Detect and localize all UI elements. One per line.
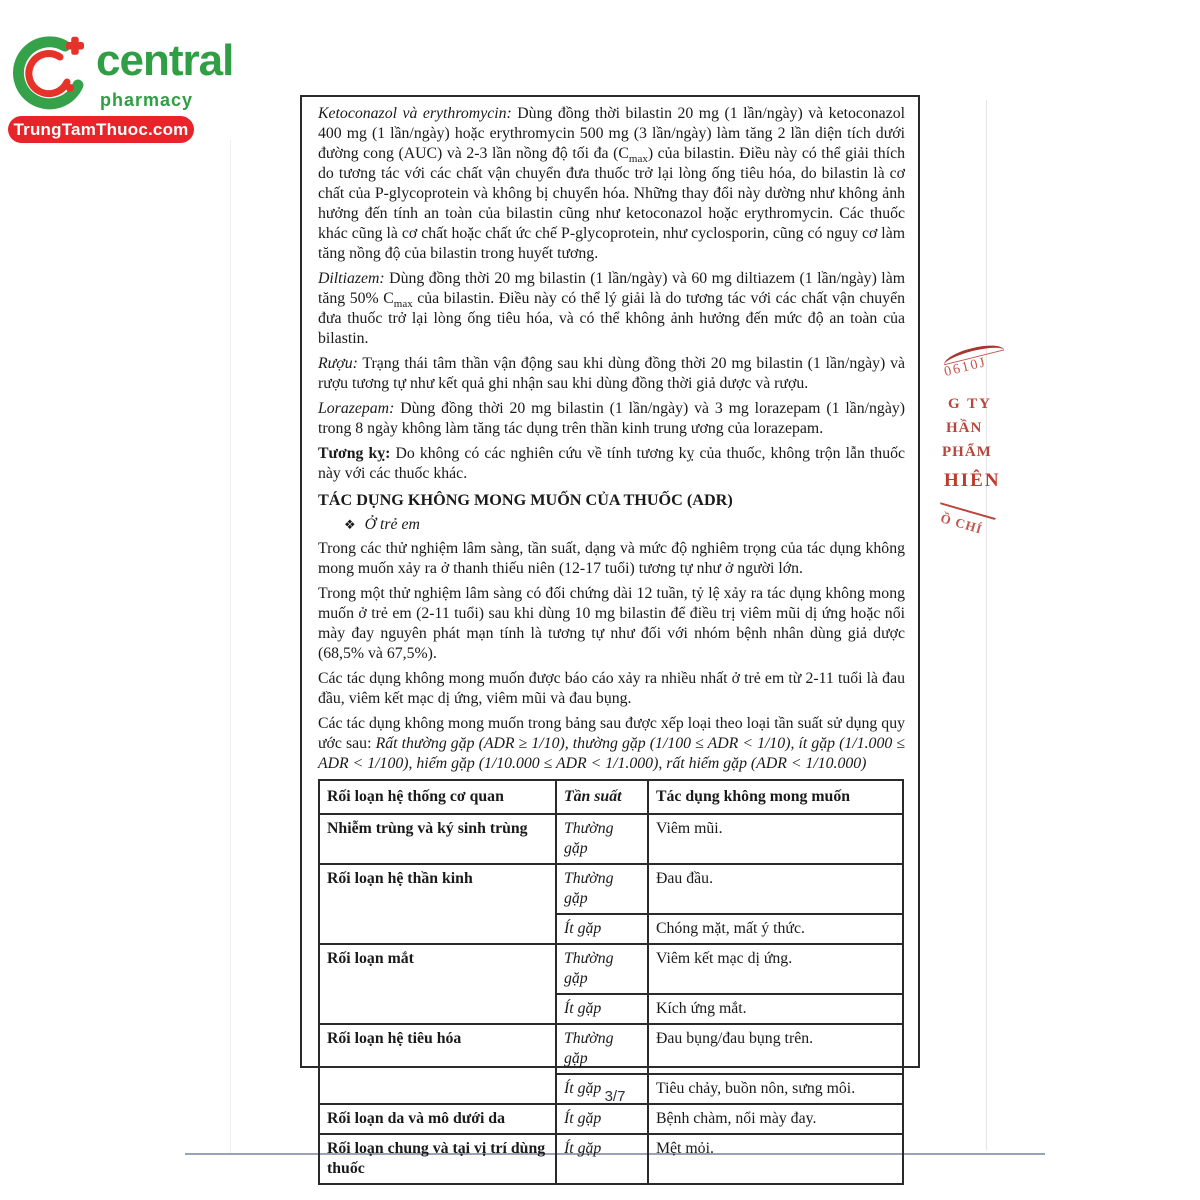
paragraph-ketoconazol: Ketoconazol và erythromycin: Dùng đồng thời bilastin 20 mg (1 lần/ngày) và ketoconazol 400 mg (1 lần/ngày) hoặc erythromycin 500 mg (3 lần/ngày) làm tăng 2 lần diện tích dưới đường cong (AUC) và 2-3 lần nồng độ tối đa $(C_{max})$ của bilastin. Điều này có thể giải thích do tương tác với các chất vận chuyển đưa thuốc trở lại lòng ống tiêu hóa, do bilastin là cơ chất của P-glycoprotein và không bị chuyển hóa. Những thay đổi này dường như không ảnh hưởng đến tính an toàn của bilastin cũng như ketoconazol hoặc erythromycin. Các thuốc khác cũng là cơ chất hoặc chất ức chế P-glycoprotein, như cyclosporin, cũng có nguy cơ làm tăng nồng độ của bilastin trong huyết tương. <box>318 105 906 262</box>
paragraph-adolescents: Trong các thử nghiệm lâm sàng, tần suất, dạng và mức độ nghiêm trọng của tác dụng không mong muốn xảy ra ở thanh thiếu niên (12-17 tuổi) tương tự như ở người lớn. <box>318 540 905 577</box>
frequency-cell: Ít gặp <box>556 994 648 1024</box>
header-frequency: Tần suất <box>556 780 648 814</box>
table-row <box>319 1134 903 1184</box>
paragraph-alcohol: Rượu: Trạng thái tâm thần vận động sau khi dùng đồng thời 20 mg bilastin (1 lần/ngày) và rượu tương tự như kết quả ghi nhận sau khi dùng đồng thời giả dược và rượu. <box>318 355 905 392</box>
paragraph-most-common: Các tác dụng không mong muốn được báo cáo xảy ra nhiều nhất ở trẻ em từ 2-11 tuổi là đau đầu, viêm kết mạc dị ứng, viêm mũi và đau bụng. <box>318 670 905 707</box>
paragraph-frequency-convention: Các tác dụng không mong muốn trong bảng sau được xếp loại theo loại tần suất sử dụng quy ước sau: Rất thường gặp (ADR ≥ 1/10), thường gặp (1/100 ≤ ADR < 1/10), ít gặp (1/1.000 ≤ ADR < 1/100), hiếm gặp (1/10.000 ≤ ADR < 1/1.000), rất hiếm gặp (ADR < 1/10.000) <box>318 715 905 772</box>
paragraph-lorazepam: Lorazepam: Dùng đồng thời 20 mg bilastin (1 lần/ngày) và 3 mg lorazepam (1 lần/ngày) trong 8 ngày không làm tăng tác dụng trên thần kinh trung ương của lorazepam. <box>318 400 905 437</box>
frequency-cell: Thường gặp <box>556 1024 648 1074</box>
paragraph-incompatibility: Tương kỵ: Do không có các nghiên cứu về tính tương kỵ của thuốc, không trộn lẫn thuốc này với các thuốc khác. <box>318 445 905 482</box>
effect-cell: Đau đầu. <box>648 864 903 914</box>
stamp-text-line: G TY <box>948 396 992 412</box>
frequency-cell: Ít gặp <box>556 1104 648 1134</box>
organ-cell: Rối loạn chung và tại vị trí dùng thuốc <box>319 1134 556 1184</box>
stamp-text-line: Ồ CHÍ <box>938 510 985 537</box>
logo-badge: TrungTamThuoc.com <box>8 116 194 143</box>
effect-cell: Bệnh chàm, nổi mày đay. <box>648 1104 903 1134</box>
table-row <box>319 1024 903 1074</box>
organ-cell: Rối loạn da và mô dưới da <box>319 1104 556 1134</box>
stamp-text-line: PHẨM <box>942 444 992 460</box>
drug-name-lead: Lorazepam: <box>318 400 395 417</box>
diamond-bullet-icon: ❖ <box>344 517 356 532</box>
cmax-subscript: max <box>393 298 413 311</box>
organ-cell: Rối loạn hệ tiêu hóa <box>319 1024 556 1104</box>
adr-section-heading: TÁC DỤNG KHÔNG MONG MUỐN CỦA THUỐC (ADR) <box>318 491 733 509</box>
frequency-cell: Ít gặp <box>556 914 648 944</box>
drug-name-lead: Diltiazem: <box>318 270 385 287</box>
drug-name-lead: Rượu: <box>318 355 358 372</box>
effect-cell: Chóng mặt, mất ý thức. <box>648 914 903 944</box>
frequency-cell: Thường gặp <box>556 814 648 864</box>
stamp-number: 0610J <box>942 354 989 381</box>
effect-cell: Kích ứng mắt. <box>648 994 903 1024</box>
incompatibility-lead: Tương kỵ: <box>318 445 391 462</box>
scan-left-edge <box>230 140 231 1153</box>
drug-name-lead: Ketoconazol và erythromycin: <box>318 105 512 122</box>
organ-cell: Rối loạn hệ thần kinh <box>319 864 556 944</box>
header-organ-system: Rối loạn hệ thống cơ quan <box>319 780 556 814</box>
effect-cell: Viêm mũi. <box>648 814 903 864</box>
header-adverse-effect: Tác dụng không mong muốn <box>648 780 903 814</box>
paragraph-diltiazem: Diltiazem: Dùng đồng thời 20 mg bilastin (1 lần/ngày) và 60 mg diltiazem (1 lần/ngày) làm tăng 50% $C_{max}$ của bilastin. Điều này có thể lý giải là do tương tác với các chất vận chuyển đưa thuốc trở lại lòng ống tiêu hóa, và có thể không ảnh hưởng đến mức độ an toàn của bilastin. <box>318 270 905 347</box>
page-number: 3/7 <box>604 1088 626 1105</box>
children-subsection: ❖ Ở trẻ em <box>344 516 420 533</box>
frequency-cell: Thường gặp <box>556 944 648 994</box>
pharmacy-logo <box>8 28 238 148</box>
frequency-cell: Thường gặp <box>556 864 648 914</box>
logo-sub-text: pharmacy <box>100 90 194 110</box>
frequency-cell: Ít gặp <box>556 1074 648 1104</box>
table-row <box>319 814 903 864</box>
adr-table <box>318 779 904 1185</box>
table-row <box>319 944 903 994</box>
stamp-text-line: HIÊN <box>944 470 1001 491</box>
effect-cell: Viêm kết mạc dị ứng. <box>648 944 903 994</box>
table-row <box>319 1104 903 1134</box>
effect-cell: Đau bụng/đau bụng trên. <box>648 1024 903 1074</box>
organ-cell: Nhiễm trùng và ký sinh trùng <box>319 814 556 864</box>
logo-brand-text: central <box>96 36 234 85</box>
stamp-text-line: HẦN <box>946 420 983 436</box>
paragraph-children-trial: Trong một thử nghiệm lâm sàng có đối chứng dài 12 tuần, tỷ lệ xảy ra tác dụng không mong muốn ở trẻ em (2-11 tuổi) sau khi dùng 10 mg bilastin để điều trị viêm mũi dị ứng hoặc nổi mày đay nguyên phát mạn tính là tương tự như đối với nhóm bệnh nhân dùng giả dược (68,5% và 67,5%). <box>318 585 905 662</box>
organ-cell: Rối loạn mắt <box>319 944 556 1024</box>
red-stamp <box>930 338 1020 537</box>
table-row <box>319 864 903 914</box>
page-fold-line <box>986 100 987 1150</box>
table-header-row <box>319 780 903 814</box>
pharmacy-logo-icon <box>10 30 94 116</box>
cmax-subscript: max <box>628 153 648 166</box>
frequency-cell: Ít gặp <box>556 1134 648 1184</box>
effect-cell: Mệt mỏi. <box>648 1134 903 1184</box>
effect-cell: Tiêu chảy, buồn nôn, sưng môi. <box>648 1074 903 1104</box>
